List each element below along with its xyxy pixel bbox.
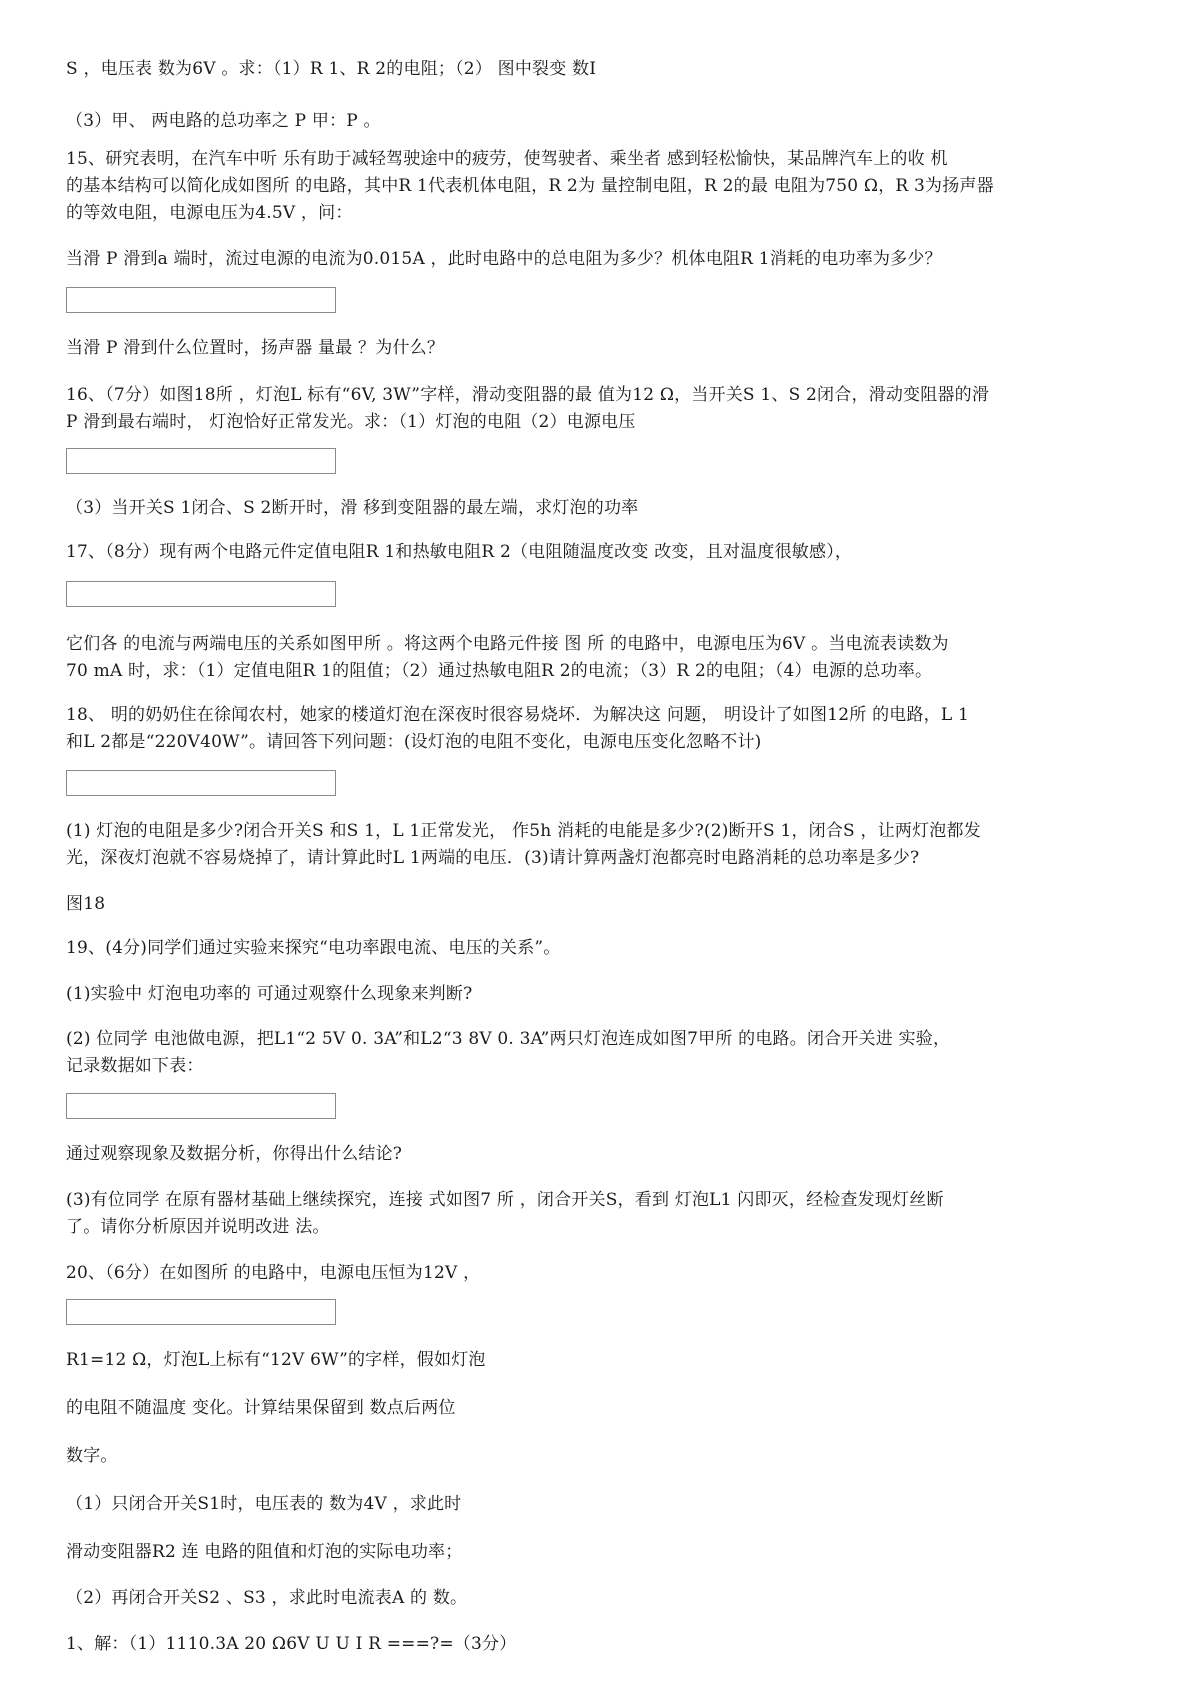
text-line: （1）只闭合开关S1时，电压表的 数为4V ，求此时	[66, 1494, 462, 1514]
text-line: (3)有位同学 在原有器材基础上继续探究，连接 式如图7 所 ，闭合开关S，看到 灯泡L1 闪即灭，经检查发现灯丝断	[66, 1190, 944, 1210]
text-line: (1) 灯泡的电阻是多少?闭合开关S 和S 1，L 1正常发光， 作5h 消耗的电能是多少?(2)断开S 1，闭合S ，让两灯泡都发	[66, 821, 981, 841]
text-line: P 滑到最右端时， 灯泡恰好正常发光。求：（1）灯泡的电阻（2）电源电压	[66, 412, 636, 432]
text-line: 19、(4分)同学们通过实验来探究“电功率跟电流、电压的关系”。	[66, 938, 561, 958]
text-line: （2）再闭合开关S2 、S3 ，求此时电流表A 的 数。	[66, 1588, 468, 1608]
text-line: 了。请你分析原因并说明改进 法。	[66, 1217, 330, 1237]
text-line: 通过观察现象及数据分析，你得出什么结论?	[66, 1144, 403, 1164]
text-line: 的基本结构可以简化成如图所 的电路，其中R 1代表机体电阻，R 2为 量控制电阻，R 2的最 电阻为750 Ω，R 3为扬声器	[66, 176, 994, 196]
answer-box[interactable]	[66, 770, 336, 796]
answer-box[interactable]	[66, 1299, 336, 1325]
answer-box[interactable]	[66, 1093, 336, 1119]
text-line: 15、研究表明，在汽车中听 乐有助于减轻驾驶途中的疲劳，使驾驶者、乘坐者 感到轻松愉快，某品牌汽车上的收 机	[66, 149, 948, 169]
text-line: 滑动变阻器R2 连 电路的阻值和灯泡的实际电功率；	[66, 1542, 463, 1562]
text-line: 当滑 P 滑到a 端时，流过电源的电流为0.015A ，此时电路中的总电阻为多少？机体电阻R 1消耗的电功率为多少？	[66, 249, 942, 269]
text-line: 和L 2都是“220V40W”。请回答下列问题：(设灯泡的电阻不变化，电源电压变化忽略不计)	[66, 732, 762, 752]
text-line: 18、 明的奶奶住在徐闻农村，她家的楼道灯泡在深夜时很容易烧坏．为解决这 问题， 明设计了如图12所 的电路，L 1	[66, 705, 969, 725]
text-line: 图18	[66, 894, 106, 914]
text-line: R1=12 Ω，灯泡L上标有“12V 6W”的字样，假如灯泡	[66, 1350, 486, 1370]
text-line: 16、（7分）如图18所 ，灯泡L 标有“6V, 3W”字样，滑动变阻器的最 值为12 Ω，当开关S 1、S 2闭合，滑动变阻器的滑	[66, 385, 990, 405]
text-line: (1)实验中 灯泡电功率的 可通过观察什么现象来判断?	[66, 984, 473, 1004]
text-line: 1、解：（1）1110.3A 20 Ω6V U U I R ===?=（3分）	[66, 1634, 517, 1654]
answer-box[interactable]	[66, 448, 336, 474]
text-line: （3）甲、 两电路的总功率之 P 甲：P 。	[66, 111, 381, 131]
text-line: 光，深夜灯泡就不容易烧掉了，请计算此时L 1两端的电压．(3)请计算两盏灯泡都亮时电路消耗的总功率是多少?	[66, 848, 920, 868]
text-line: (2) 位同学 电池做电源，把L1“2 5V 0. 3A”和L2“3 8V 0. 3A”两只灯泡连成如图7甲所 的电路。闭合开关进 实验，	[66, 1029, 951, 1049]
text-line: 记录数据如下表：	[66, 1056, 204, 1076]
text-line: 的等效电阻，电源电压为4.5V ，问：	[66, 203, 353, 223]
text-line: 的电阻不随温度 变化。计算结果保留到 数点后两位	[66, 1398, 456, 1418]
text-line: 17、（8分）现有两个电路元件定值电阻R 1和热敏电阻R 2（电阻随温度改变 改变，且对温度很敏感），	[66, 542, 853, 562]
text-line: 70 mA 时，求：（1）定值电阻R 1的阻值；（2）通过热敏电阻R 2的电流；（3）R 2的电阻；（4）电源的总功率。	[66, 661, 933, 681]
text-line: S ，电压表 数为6V 。求：（1）R 1、R 2的电阻；（2） 图中裂变 数I	[66, 59, 597, 79]
text-line: 当滑 P 滑到什么位置时，扬声器 量最 ？为什么？	[66, 338, 445, 358]
answer-box[interactable]	[66, 581, 336, 607]
text-line: 20、（6分）在如图所 的电路中，电源电压恒为12V ，	[66, 1263, 481, 1283]
text-line: 它们各 的电流与两端电压的关系如图甲所 。将这两个电路元件接 图 所 的电路中，电源电压为6V 。当电流表读数为	[66, 634, 949, 654]
text-line: （3）当开关S 1闭合、S 2断开时，滑 移到变阻器的最左端，求灯泡的功率	[66, 498, 639, 518]
text-line: 数字。	[66, 1446, 118, 1466]
answer-box[interactable]	[66, 287, 336, 313]
